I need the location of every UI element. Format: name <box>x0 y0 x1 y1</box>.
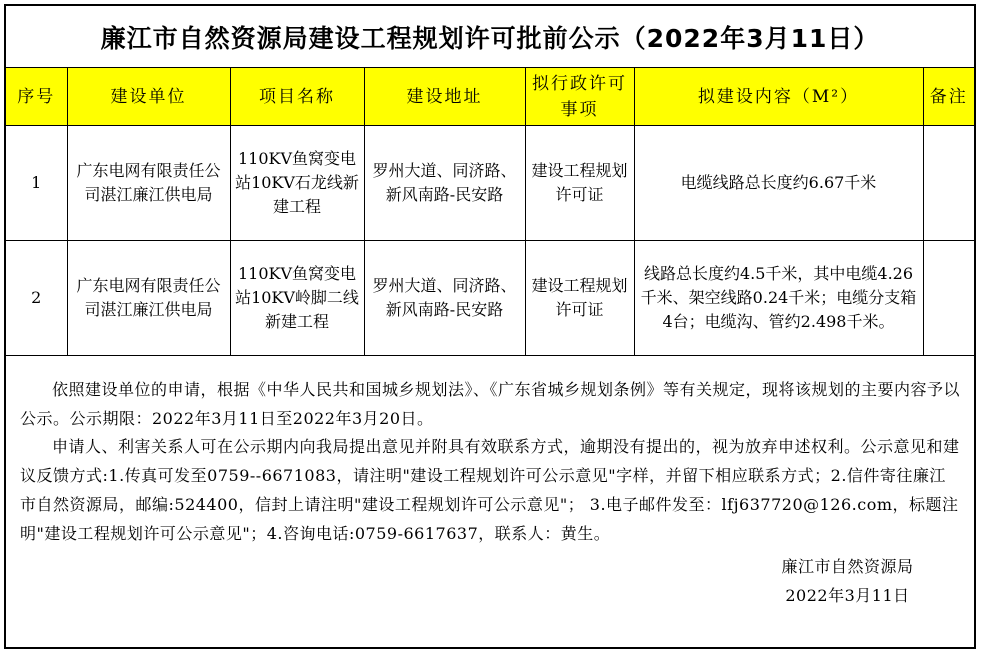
header-project: 项目名称 <box>230 68 364 126</box>
notice-document <box>4 4 976 649</box>
cell-project: 110KV鱼窝变电站10KV岭脚二线新建工程 <box>230 241 364 356</box>
cell-content: 线路总长度约4.5千米，其中电缆4.26千米、架空线路0.24千米；电缆分支箱4台；电缆沟、管约2.498千米。 <box>634 241 923 356</box>
cell-unit: 广东电网有限责任公司湛江廉江供电局 <box>67 241 230 356</box>
table-header-row <box>6 68 974 126</box>
page-title: 廉江市自然资源局建设工程规划许可批前公示（2022年3月11日） <box>6 6 974 68</box>
header-address: 建设地址 <box>364 68 525 126</box>
cell-no: 2 <box>6 241 67 356</box>
signature-date: 2022年3月11日 <box>785 586 910 606</box>
table-row <box>6 126 974 241</box>
notice-paragraph-2: 申请人、利害关系人可在公示期内向我局提出意见并附具有效联系方式，逾期没有提出的，视为放弃申述权利。公示意见和建议反馈方式:1.传真可发至0759--6671083，请注明"建设工程规划许可公示意见"字样，并留下相应联系方式；2.信件寄往廉江市自然资源局，邮编:524400，信封上请注明"建设工程规划许可公示意见"； 3.电子邮件发至：lfj637720@126.com，标题注明"建设工程规划许可公示意见"；4.咨询电话:0759-6617637，联系人：黄生。 <box>20 437 960 543</box>
header-content: 拟建设内容（M²） <box>634 68 923 126</box>
notice-paragraph-1: 依照建设单位的申请，根据《中华人民共和国城乡规划法》、《广东省城乡规划条例》等有关规定，现将该规划的主要内容予以公示。公示期限：2022年3月11日至2022年3月20日。 <box>20 380 961 428</box>
cell-matter: 建设工程规划许可证 <box>525 241 634 356</box>
cell-matter: 建设工程规划许可证 <box>525 126 634 241</box>
table-row <box>6 241 974 356</box>
cell-project: 110KV鱼窝变电站10KV石龙线新建工程 <box>230 126 364 241</box>
cell-remark <box>923 241 974 356</box>
cell-address: 罗州大道、同济路、新风南路-民安路 <box>364 241 525 356</box>
header-unit: 建设单位 <box>67 68 230 126</box>
cell-address: 罗州大道、同济路、新风南路-民安路 <box>364 126 525 241</box>
signature-org: 廉江市自然资源局 <box>781 557 914 577</box>
cell-unit: 广东电网有限责任公司湛江廉江供电局 <box>67 126 230 241</box>
cell-remark <box>923 126 974 241</box>
permit-table <box>6 68 974 356</box>
header-no: 序号 <box>6 68 67 126</box>
notice-body <box>6 356 974 610</box>
header-matter: 拟行政许可事项 <box>525 68 634 126</box>
signature-block <box>20 552 960 610</box>
cell-no: 1 <box>6 126 67 241</box>
header-remark: 备注 <box>923 68 974 126</box>
cell-content: 电缆线路总长度约6.67千米 <box>634 126 923 241</box>
